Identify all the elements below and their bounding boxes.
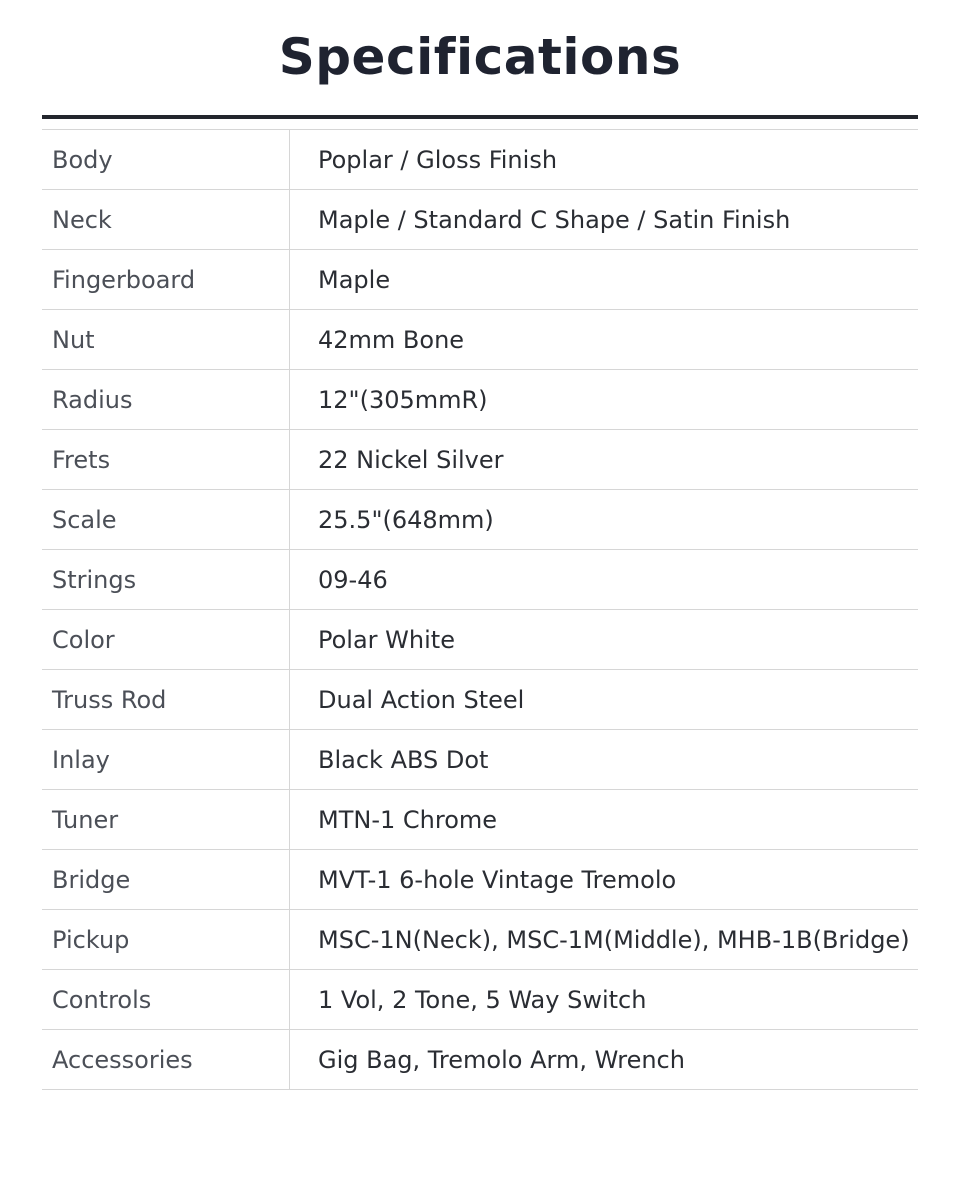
- spec-value: 09-46: [290, 550, 919, 610]
- spec-value: MSC-1N(Neck), MSC-1M(Middle), MHB-1B(Bridge): [290, 910, 919, 970]
- spec-label: Pickup: [42, 910, 290, 970]
- title-divider: [42, 115, 918, 119]
- spec-value: Black ABS Dot: [290, 730, 919, 790]
- spec-value: Maple / Standard C Shape / Satin Finish: [290, 190, 919, 250]
- spec-label: Bridge: [42, 850, 290, 910]
- specifications-table: [42, 129, 918, 1090]
- table-row: [42, 250, 918, 310]
- table-row: [42, 310, 918, 370]
- table-row: [42, 670, 918, 730]
- spec-label: Neck: [42, 190, 290, 250]
- spec-label: Color: [42, 610, 290, 670]
- table-row: [42, 970, 918, 1030]
- spec-value: 1 Vol, 2 Tone, 5 Way Switch: [290, 970, 919, 1030]
- table-row: [42, 850, 918, 910]
- spec-label: Strings: [42, 550, 290, 610]
- spec-value: 25.5"(648mm): [290, 490, 919, 550]
- spec-value: 12"(305mmR): [290, 370, 919, 430]
- spec-label: Body: [42, 130, 290, 190]
- table-row: [42, 910, 918, 970]
- spec-value: Dual Action Steel: [290, 670, 919, 730]
- spec-label: Nut: [42, 310, 290, 370]
- spec-value: Gig Bag, Tremolo Arm, Wrench: [290, 1030, 919, 1090]
- spec-value: Polar White: [290, 610, 919, 670]
- spec-value: MTN-1 Chrome: [290, 790, 919, 850]
- table-row: [42, 490, 918, 550]
- spec-label: Tuner: [42, 790, 290, 850]
- table-row: [42, 1030, 918, 1090]
- spec-value: MVT-1 6-hole Vintage Tremolo: [290, 850, 919, 910]
- spec-label: Radius: [42, 370, 290, 430]
- spec-value: 42mm Bone: [290, 310, 919, 370]
- table-row: [42, 730, 918, 790]
- spec-label: Inlay: [42, 730, 290, 790]
- spec-label: Controls: [42, 970, 290, 1030]
- table-row: [42, 190, 918, 250]
- spec-label: Frets: [42, 430, 290, 490]
- spec-value: 22 Nickel Silver: [290, 430, 919, 490]
- table-row: [42, 370, 918, 430]
- spec-value: Poplar / Gloss Finish: [290, 130, 919, 190]
- table-row: [42, 130, 918, 190]
- spec-label: Truss Rod: [42, 670, 290, 730]
- spec-label: Scale: [42, 490, 290, 550]
- table-row: [42, 610, 918, 670]
- table-row: [42, 790, 918, 850]
- spec-label: Accessories: [42, 1030, 290, 1090]
- spec-value: Maple: [290, 250, 919, 310]
- spec-label: Fingerboard: [42, 250, 290, 310]
- table-row: [42, 550, 918, 610]
- table-row: [42, 430, 918, 490]
- page-title: Specifications: [278, 28, 682, 86]
